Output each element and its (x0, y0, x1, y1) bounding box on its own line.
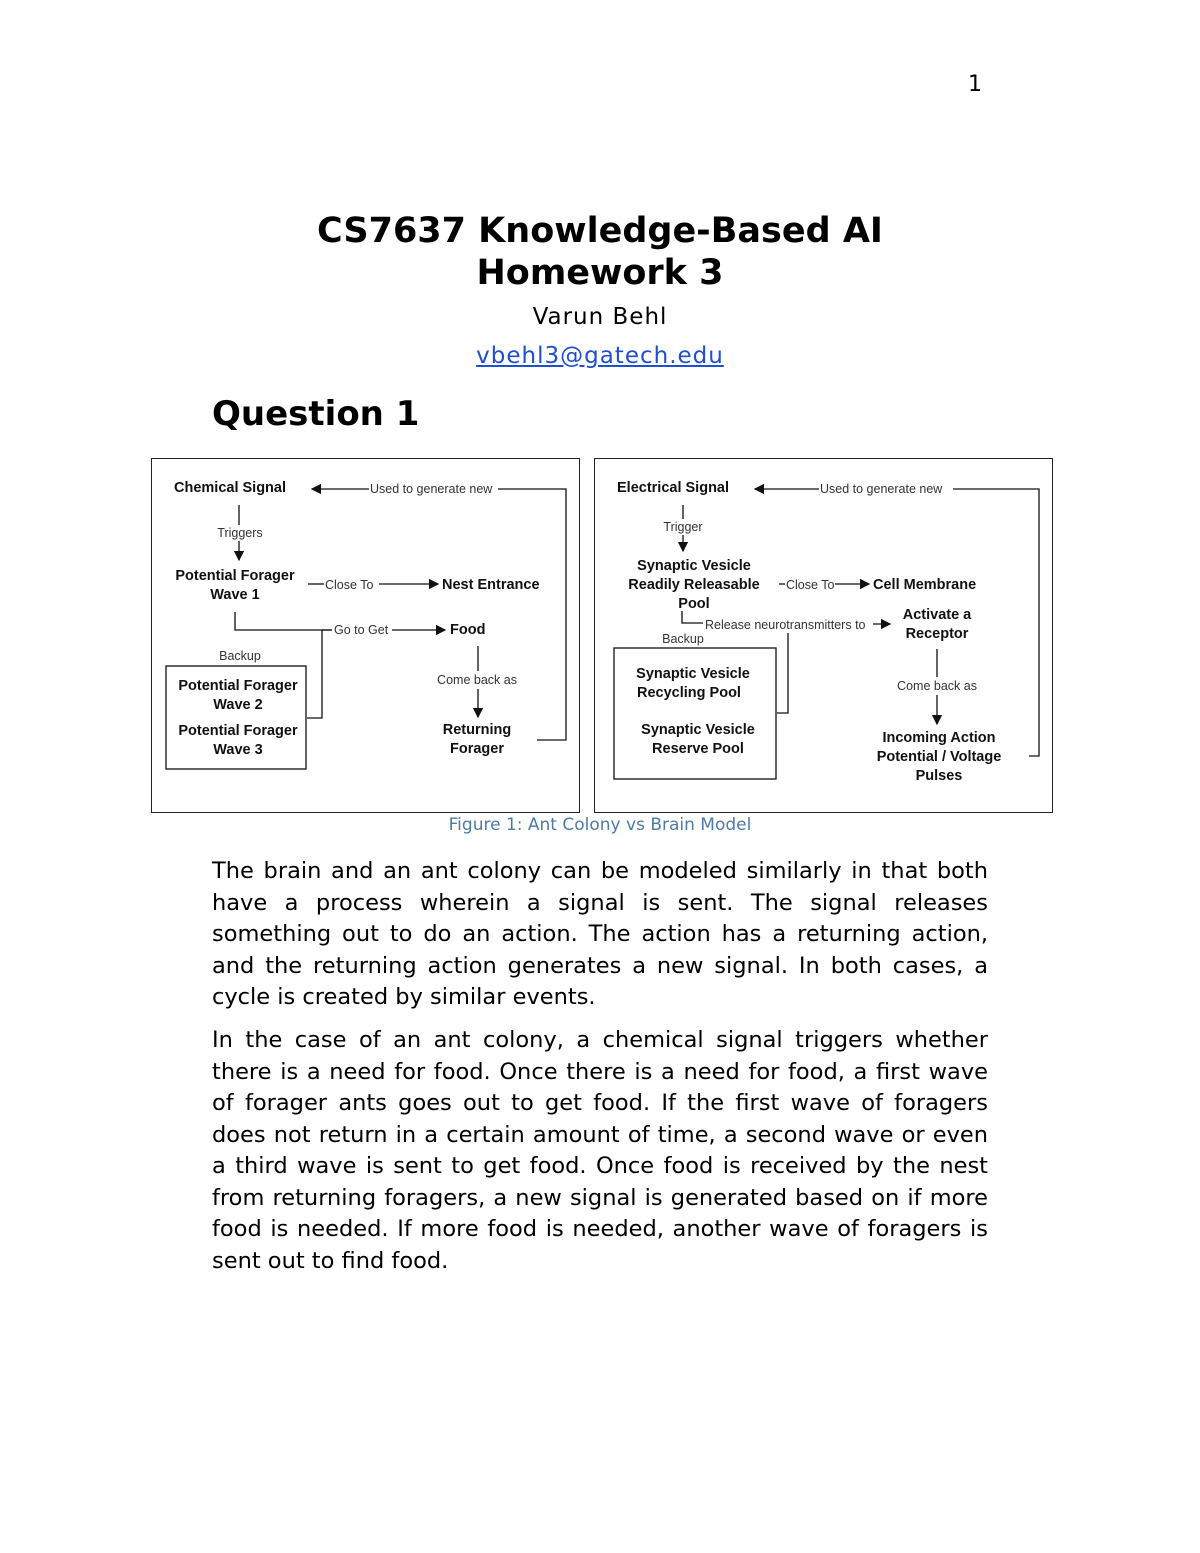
readily-releasable-pool-node-line3: Pool (678, 596, 710, 612)
triggers-label: Triggers (217, 526, 263, 540)
readily-releasable-pool-node-line2: Readily Releasable (628, 577, 760, 593)
forager-wave3-node: Potential Forager (178, 723, 298, 739)
trigger-label: Trigger (663, 520, 703, 534)
nest-entrance-node: Nest Entrance (442, 577, 540, 593)
incoming-action-potential-node-line3: Pulses (915, 768, 963, 784)
body-paragraph-2: In the case of an ant colony, a chemical signal triggers whether there is a need for food. Once there is a need for food, a first wave of forager ants goes out to get food. If the first wave of foragers does not return in a certain amount of time, a second wave or even a third wave is sent to get food. Once food is received by the nest from returning foragers, a new signal is generated based on if more food is needed. If more food is needed, another wave of foragers is sent out to find food. (212, 1027, 988, 1274)
activate-receptor-node-line2: Receptor (905, 626, 969, 642)
chemical-signal-node: Chemical Signal (174, 480, 287, 496)
go-to-get-label: Go to Get (334, 623, 389, 637)
returning-forager-node-line2: Forager (450, 741, 504, 757)
figure-caption: Figure 1: Ant Colony vs Brain Model (448, 815, 752, 835)
backup-label-brain: Backup (662, 632, 704, 646)
recycling-pool-node-line2: Recycling Pool (637, 685, 741, 701)
used-to-generate-label-brain: Used to generate new (820, 482, 943, 496)
come-back-as-label: Come back as (437, 673, 517, 687)
forager-wave2-node-line2: Wave 2 (213, 697, 263, 713)
forager-wave1-node: Potential Forager (175, 568, 295, 584)
incoming-action-potential-node-line2: Potential / Voltage (876, 749, 1002, 765)
forager-wave2-node: Potential Forager (178, 678, 298, 694)
come-back-as-label-brain: Come back as (897, 679, 977, 693)
close-to-label-brain: Close To (786, 578, 835, 592)
document-title: CS7637 Knowledge-Based AI Homework 3 (317, 211, 883, 293)
page-number: 1 (968, 72, 982, 97)
electrical-signal-node: Electrical Signal (617, 480, 730, 496)
author-name: Varun Behl (532, 304, 668, 330)
cell-membrane-node: Cell Membrane (873, 577, 977, 593)
activate-receptor-node: Activate a (902, 607, 972, 623)
question-heading: Question 1 (212, 394, 420, 434)
ant-colony-diagram (151, 458, 580, 813)
body-paragraph-1: The brain and an ant colony can be modeled similarly in that both have a process wherein a signal is sent. The signal releases something out to do an action. The action has a returning action, and the returning action generates a new signal. In both cases, a cycle is created by similar events. (212, 858, 988, 1010)
backup-label: Backup (219, 649, 261, 663)
food-node: Food (450, 622, 486, 638)
reserve-pool-node: Synaptic Vesicle (641, 722, 755, 738)
author-email-link[interactable]: vbehl3@gatech.edu (476, 343, 724, 369)
returning-forager-node: Returning (442, 722, 512, 738)
forager-wave1-node-line2: Wave 1 (210, 587, 260, 603)
close-to-label: Close To (325, 578, 374, 592)
incoming-action-potential-node: Incoming Action (882, 730, 996, 746)
recycling-pool-node: Synaptic Vesicle (636, 666, 750, 682)
used-to-generate-label: Used to generate new (370, 482, 493, 496)
readily-releasable-pool-node: Synaptic Vesicle (637, 558, 751, 574)
forager-wave3-node-line2: Wave 3 (213, 742, 263, 758)
release-neurotransmitters-label: Release neurotransmitters to (705, 618, 866, 632)
brain-model-diagram (594, 458, 1053, 813)
reserve-pool-node-line2: Reserve Pool (652, 741, 744, 757)
